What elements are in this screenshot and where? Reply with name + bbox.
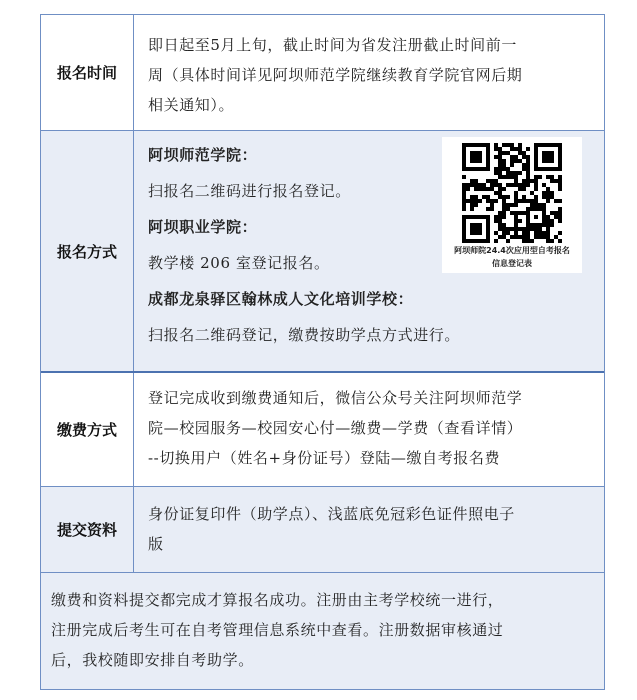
org-detail: 教学楼 206 室登记报名。	[148, 254, 330, 272]
text-line: 后，我校随即安排自考助学。	[51, 651, 254, 669]
text-line: 院—校园服务—校园安心付—缴费—学费（查看详情）	[148, 419, 523, 437]
org-detail: 扫报名二维码登记，缴费按助学点方式进行。	[148, 326, 461, 344]
row-registration-method	[41, 131, 604, 373]
qr-code	[442, 137, 582, 273]
text-line: 周（具体时间详见阿坝师范学院继续教育学院官网后期	[148, 66, 523, 84]
org-name: 阿坝师范学院：	[148, 146, 258, 164]
qr-code-icon	[462, 143, 562, 243]
text-line: 即日起至5月上旬，截止时间为省发注册截止时间前一	[148, 36, 517, 54]
row-content	[134, 15, 604, 130]
row-registration-time	[41, 15, 604, 131]
text-line: 缴费和资料提交都完成才算报名成功。注册由主考学校统一进行，	[51, 591, 504, 609]
registration-table	[40, 14, 605, 690]
row-label: 报名方式	[41, 131, 134, 371]
row-submit-materials	[41, 487, 604, 573]
row-label: 报名时间	[41, 15, 134, 130]
row-label: 提交资料	[41, 487, 134, 572]
qr-caption: 阿坝师院24.4次应用型自考报名	[454, 246, 570, 255]
org-detail: 扫报名二维码进行报名登记。	[148, 182, 351, 200]
org-name: 阿坝职业学院：	[148, 218, 258, 236]
row-label: 缴费方式	[41, 373, 134, 486]
row-payment-method	[41, 373, 604, 487]
row-content	[134, 487, 604, 572]
row-content	[134, 131, 604, 371]
footer-note	[41, 573, 604, 689]
text-line: 相关通知）。	[148, 96, 235, 114]
text-line: 身份证复印件（助学点）、浅蓝底免冠彩色证件照电子	[148, 505, 515, 523]
text-line: 注册完成后考生可在自考管理信息系统中查看。注册数据审核通过	[51, 621, 504, 639]
qr-caption: 信息登记表	[492, 259, 532, 268]
text-line: 登记完成收到缴费通知后，微信公众号关注阿坝师范学	[148, 389, 523, 407]
row-content	[134, 373, 604, 486]
text-line: --切换用户（姓名+身份证号）登陆—缴自考报名费	[148, 449, 501, 467]
text-line: 版	[148, 535, 164, 553]
org-name: 成都龙泉驿区翰林成人文化培训学校：	[148, 290, 414, 308]
